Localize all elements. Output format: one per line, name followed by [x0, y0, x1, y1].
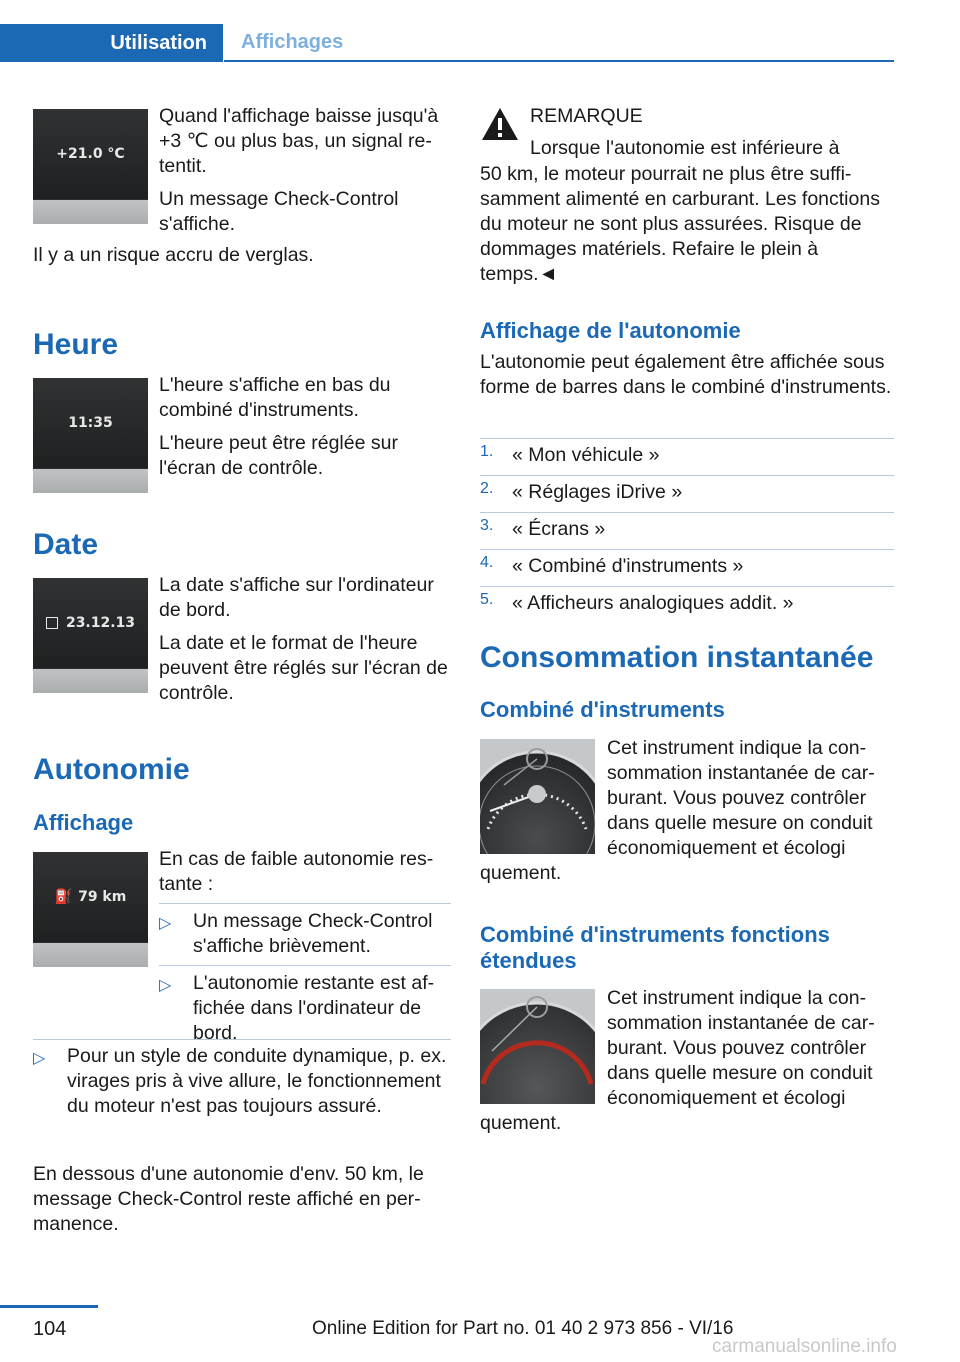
warning-text-line1: Lorsque l'autonomie est inférieure à: [530, 137, 840, 159]
subsection-title-combine-etendu: Combiné d'instruments fonctions étendues: [480, 922, 830, 973]
warning-title: REMARQUE: [530, 105, 643, 127]
range-intro-block: En cas de faible autonomie restante : ▷ Un message Check-Control s'affiche brièvement. ▷ L'autonomie restante est affichée dans l'ordinateur de bord.: [159, 847, 451, 1046]
warning-triangle-icon: [480, 106, 520, 142]
tab-affichages[interactable]: Affichages: [224, 24, 894, 62]
subsection-title-affichage: Affichage: [33, 810, 134, 835]
temperature-text: Quand l'affichage baisse jusqu'à +3 ℃ ou plus bas, un signal retentit. Un message Check-Control s'affiche.: [159, 105, 439, 235]
subsection-title-affichage-autonomie: Affichage de l'autonomie: [480, 318, 741, 343]
footer-rule: [0, 1305, 98, 1308]
date-display-image: [33, 578, 148, 693]
display-screen: [33, 378, 148, 468]
warning-header: [530, 104, 894, 161]
list-item: 5. « Afficheurs analogiques addit. »: [480, 591, 794, 614]
range-display-image: [33, 852, 148, 967]
tab-utilisation[interactable]: Utilisation: [0, 24, 223, 62]
display-screen: [33, 109, 148, 199]
consumption-text-2-end: quement.: [480, 1112, 562, 1134]
watermark: carmanualsonline.info: [712, 1336, 897, 1357]
consumption-text-2: Cet instrument indique la consommation instantanée de carburant. Vous pouvez contrôler dans quelle mesure on conduit économiquement et écologi: [607, 987, 875, 1109]
dynamic-driving-block: [33, 1039, 451, 1119]
consumption-text-1: Cet instrument indique la consommation instantanée de carburant. Vous pouvez contrôler dans quelle mesure on conduit économiquement et écologi: [607, 737, 875, 859]
range-closing-text: En dessous d'une autonomie d'env. 50 km, le message Check-Control reste affiché en permanence.: [33, 1163, 424, 1235]
settings-steps-list: [480, 438, 894, 623]
edition-note: Online Edition for Part no. 01 40 2 973 856 - VI/16: [312, 1318, 734, 1339]
heure-text: L'heure s'affiche en bas du combiné d'instruments. L'heure peut être réglée sur l'écran de contrôle.: [159, 374, 398, 479]
section-title-consommation: Consommation instantanée: [480, 641, 874, 674]
calendar-icon: [46, 617, 58, 629]
ice-warning-text: Il y a un risque accru de verglas.: [33, 244, 314, 266]
range-bar-text: L'autonomie peut également être affichée sous forme de barres dans le combiné d'instruments.: [480, 351, 892, 398]
extended-consumption-gauge-image: [480, 989, 595, 1104]
page-number: 104: [33, 1318, 67, 1340]
display-screen: [33, 852, 148, 942]
list-item: 2. « Réglages iDrive »: [480, 480, 683, 503]
warning-text: 50 km, le moteur pourrait ne plus être suffisamment alimenté en carburant. Les fonctions du moteur ne sont plus assurées. Risque de dommages matériels. Refaire le plein à temps.◄: [480, 163, 880, 285]
list-item: ▷ Pour un style de conduite dynamique, p. ex. virages pris à vive allure, le fonctionnement du moteur n'est pas toujours assuré.: [33, 1045, 447, 1117]
list-item: 3. « Écrans »: [480, 517, 606, 540]
section-title-date: Date: [33, 528, 99, 561]
clock-display-image: [33, 378, 148, 493]
section-title-heure: Heure: [33, 328, 119, 361]
temperature-display-image: [33, 109, 148, 224]
temperature-readout: +21.0 °C: [56, 146, 125, 162]
display-screen: [33, 578, 148, 668]
subsection-title-combine: Combiné d'instruments: [480, 697, 725, 722]
bullet-triangle-icon: ▷: [33, 1050, 46, 1067]
bullet-triangle-icon: ▷: [159, 915, 172, 932]
date-text: La date s'affiche sur l'ordinateur de bord. La date et le format de l'heure peuvent être réglés sur l'écran de contrôle.: [159, 574, 448, 704]
consumption-gauge-image: [480, 739, 595, 854]
list-item: ▷ L'autonomie restante est affichée dans l'ordinateur de bord.: [159, 972, 435, 1044]
section-title-autonomie: Autonomie: [33, 753, 190, 786]
chapter-header: [0, 0, 960, 64]
consumption-text-1-end: quement.: [480, 862, 562, 884]
bullet-triangle-icon: ▷: [159, 977, 172, 994]
list-item: 4. « Combiné d'instruments »: [480, 554, 744, 577]
range-readout: 79 km: [78, 889, 127, 905]
clock-readout: 11:35: [68, 415, 113, 431]
date-readout: 23.12.13: [65, 615, 136, 631]
list-item: 1. « Mon véhicule »: [480, 443, 660, 466]
fuel-pump-icon: ⛽: [54, 889, 73, 905]
list-item: ▷ Un message Check-Control s'affiche brièvement.: [159, 910, 433, 957]
